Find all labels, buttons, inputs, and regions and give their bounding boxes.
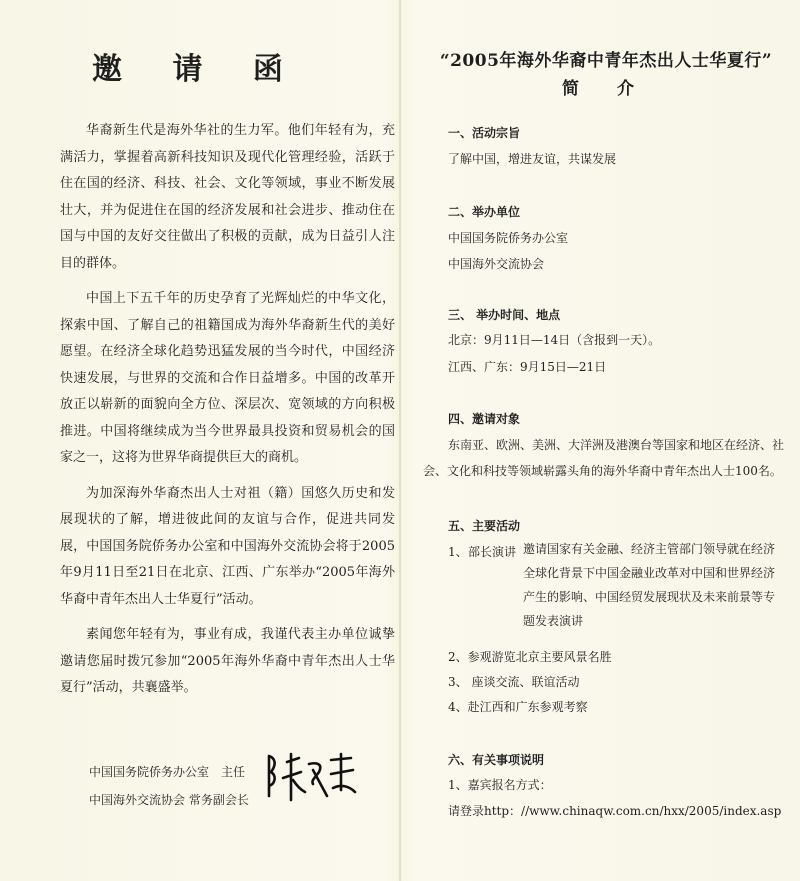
intro-title: “2005年海外华裔中青年杰出人士华夏行” bbox=[439, 51, 773, 71]
section-5-heading: 五、主要活动 bbox=[448, 519, 521, 533]
invitation-panel bbox=[30, 0, 395, 881]
activity-4: 4、赴江西和广东参观考察 bbox=[448, 700, 588, 714]
registration-url: 请登录http：//www.chinaqw.com.cn/hxx/2005/index.asp bbox=[448, 804, 782, 818]
section-3-line-1: 北京：9月11日—14日（含报到一天）。 bbox=[448, 333, 661, 347]
section-3-line-2: 江西、广东：9月15日—21日 bbox=[448, 360, 607, 374]
invitation-body bbox=[60, 118, 395, 711]
signatory-title-2: 中国海外交流协会 常务副会长 bbox=[89, 793, 249, 807]
invitation-paragraph-1: 华裔新生代是海外华社的生力军。他们年轻有为，充满活力，掌握着高新科技知识及现代化管理经验，活跃于住在国的经济、科技、社会、文化等领域，事业不断发展壮大，并为促进住在国的经济发展和社会进步、推动住在国与中国的友好交往做出了积极的贡献，成为日益引人注目的群体。 bbox=[60, 123, 395, 271]
intro-subtitle: 简 介 bbox=[562, 79, 650, 99]
activity-3: 3、 座谈交流、联谊活动 bbox=[448, 675, 580, 689]
section-2-heading: 二、举办单位 bbox=[448, 205, 521, 219]
handwritten-signature bbox=[261, 750, 361, 804]
section-6-heading: 六、有关事项说明 bbox=[448, 753, 545, 767]
page-fold bbox=[399, 0, 401, 881]
invitation-paragraph-3: 为加深海外华裔杰出人士对祖（籍）国悠久历史和发展现状的了解，增进彼此间的友谊与合作，促进共同发展，中国国务院侨务办公室和中国海外交流协会将于2005年9月11日至21日在北京、江西、广东举办“2005年海外华裔中青年杰出人士华夏行”活动。 bbox=[60, 485, 395, 607]
signature-block bbox=[89, 758, 399, 814]
activity-1-label: 部长演讲 bbox=[468, 545, 517, 559]
activity-1-text: 邀请国家有关金融、经济主管部门领导就在经济全球化背景下中国金融业改革对中国和世界经济产生的影响、中国经贸发展现状及未来前景等专题发表演讲 bbox=[523, 542, 776, 628]
section-4-line-2: 会、文化和科技等领域崭露头角的海外华裔中青年杰出人士100名。 bbox=[423, 464, 782, 478]
section-2-line-2: 中国海外交流协会 bbox=[448, 257, 545, 271]
activity-1-number: 1、 bbox=[448, 545, 468, 559]
section-1-heading: 一、活动宗旨 bbox=[448, 126, 521, 140]
invitation-paragraph-2: 中国上下五千年的历史孕育了光辉灿烂的中华文化，探索中国、了解自己的祖籍国成为海外华裔新生代的美好愿望。在经济全球化趋势迅猛发展的当今时代，中国经济快速发展，与世界的交流和合作日益增多。中国的改革开放正以崭新的面貌向全方位、深层次、宽领域的方向积极推进。中国将继续成为当今世界最具投资和贸易机会的国家之一，这将为世界华商提供巨大的商机。 bbox=[60, 291, 395, 465]
section-3-heading: 三、 举办时间、地点 bbox=[448, 308, 561, 322]
section-1-text: 了解中国，增进友谊，共谋发展 bbox=[448, 152, 617, 166]
activity-2: 2、参观游览北京主要风景名胜 bbox=[448, 650, 612, 664]
invitation-title: 邀 请 函 bbox=[92, 52, 303, 87]
section-6-line-1: 1、嘉宾报名方式： bbox=[448, 778, 552, 792]
section-2-line-1: 中国国务院侨务办公室 bbox=[448, 231, 569, 245]
invitation-paragraph-4: 素闻您年轻有为，事业有成，我谨代表主办单位诚挚邀请您届时拨冗参加“2005年海外华裔中青年杰出人士华夏行”活动，共襄盛举。 bbox=[60, 627, 395, 695]
intro-panel bbox=[420, 0, 792, 881]
section-4-heading: 四、邀请对象 bbox=[448, 412, 521, 426]
section-4-line-1: 东南亚、欧洲、美洲、大洋洲及港澳台等国家和地区在经济、社 bbox=[448, 438, 785, 452]
signatory-title-1: 中国国务院侨务办公室 主任 bbox=[89, 765, 246, 779]
